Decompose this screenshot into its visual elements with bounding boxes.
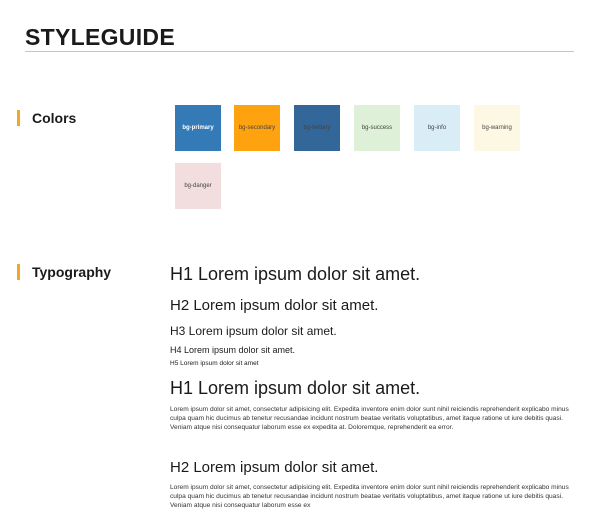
swatch-bg-warning [474,105,520,151]
sample-h1-heading: H1 Lorem ipsum dolor sit amet. [170,378,421,398]
swatch-label: bg-warning [482,125,512,131]
swatch-bg-success [354,105,400,151]
heading-h2-sample: H2 Lorem ipsum dolor sit amet. [170,297,379,314]
title-underline [25,51,574,52]
swatch-bg-primary [175,105,221,151]
section-label-typography: Typography [17,264,111,280]
heading-h5-sample: H5 Lorem ipsum dolor sit amet [170,360,259,367]
swatch-bg-tertiary [294,105,340,151]
swatch-label: bg-danger [184,183,212,189]
swatch-label: bg-info [427,125,447,131]
swatch-label: bg-tertiary [303,125,331,131]
sample-h2-heading: H2 Lorem ipsum dolor sit amet. [170,459,379,476]
swatch-bg-secondary [234,105,280,151]
swatch-bg-danger [175,163,221,209]
section-label-colors: Colors [17,110,76,126]
heading-h1-sample: H1 Lorem ipsum dolor sit amet. [170,264,421,284]
swatch-label: bg-success [361,125,393,131]
page-title: STYLEGUIDE [25,24,175,50]
swatch-label: bg-secondary [238,125,276,131]
sample-h2-paragraph: Lorem ipsum dolor sit amet, consectetur adipisicing elit. Expedita inventore enim dolor sunt nihil reiciendis reprehenderit explicabo minus culpa quam hic ducimus ab tenetur recusandae incidunt nostrum beatae veritatis voluptatibus, amet itaque ratione ut iure debitis quasi. Veniam atque nisi consequatur laborum esse ex [170,484,569,509]
heading-h3-sample: H3 Lorem ipsum dolor sit amet. [170,324,337,338]
swatch-label: bg-primary [182,125,214,131]
swatch-bg-info [414,105,460,151]
heading-h4-sample: H4 Lorem ipsum dolor sit amet. [170,345,296,355]
sample-h1-paragraph: Lorem ipsum dolor sit amet, consectetur adipisicing elit. Expedita inventore enim dolor sunt nihil reiciendis reprehenderit explicabo minus culpa quam hic ducimus ab tenetur recusandae incidunt nostrum beatae veritatis voluptatibus, amet itaque ratione ut iure debitis quasi. Veniam atque nisi consequatur laborum esse ex expedita at. Doloremque, reprehenderit ea error. [170,406,569,431]
